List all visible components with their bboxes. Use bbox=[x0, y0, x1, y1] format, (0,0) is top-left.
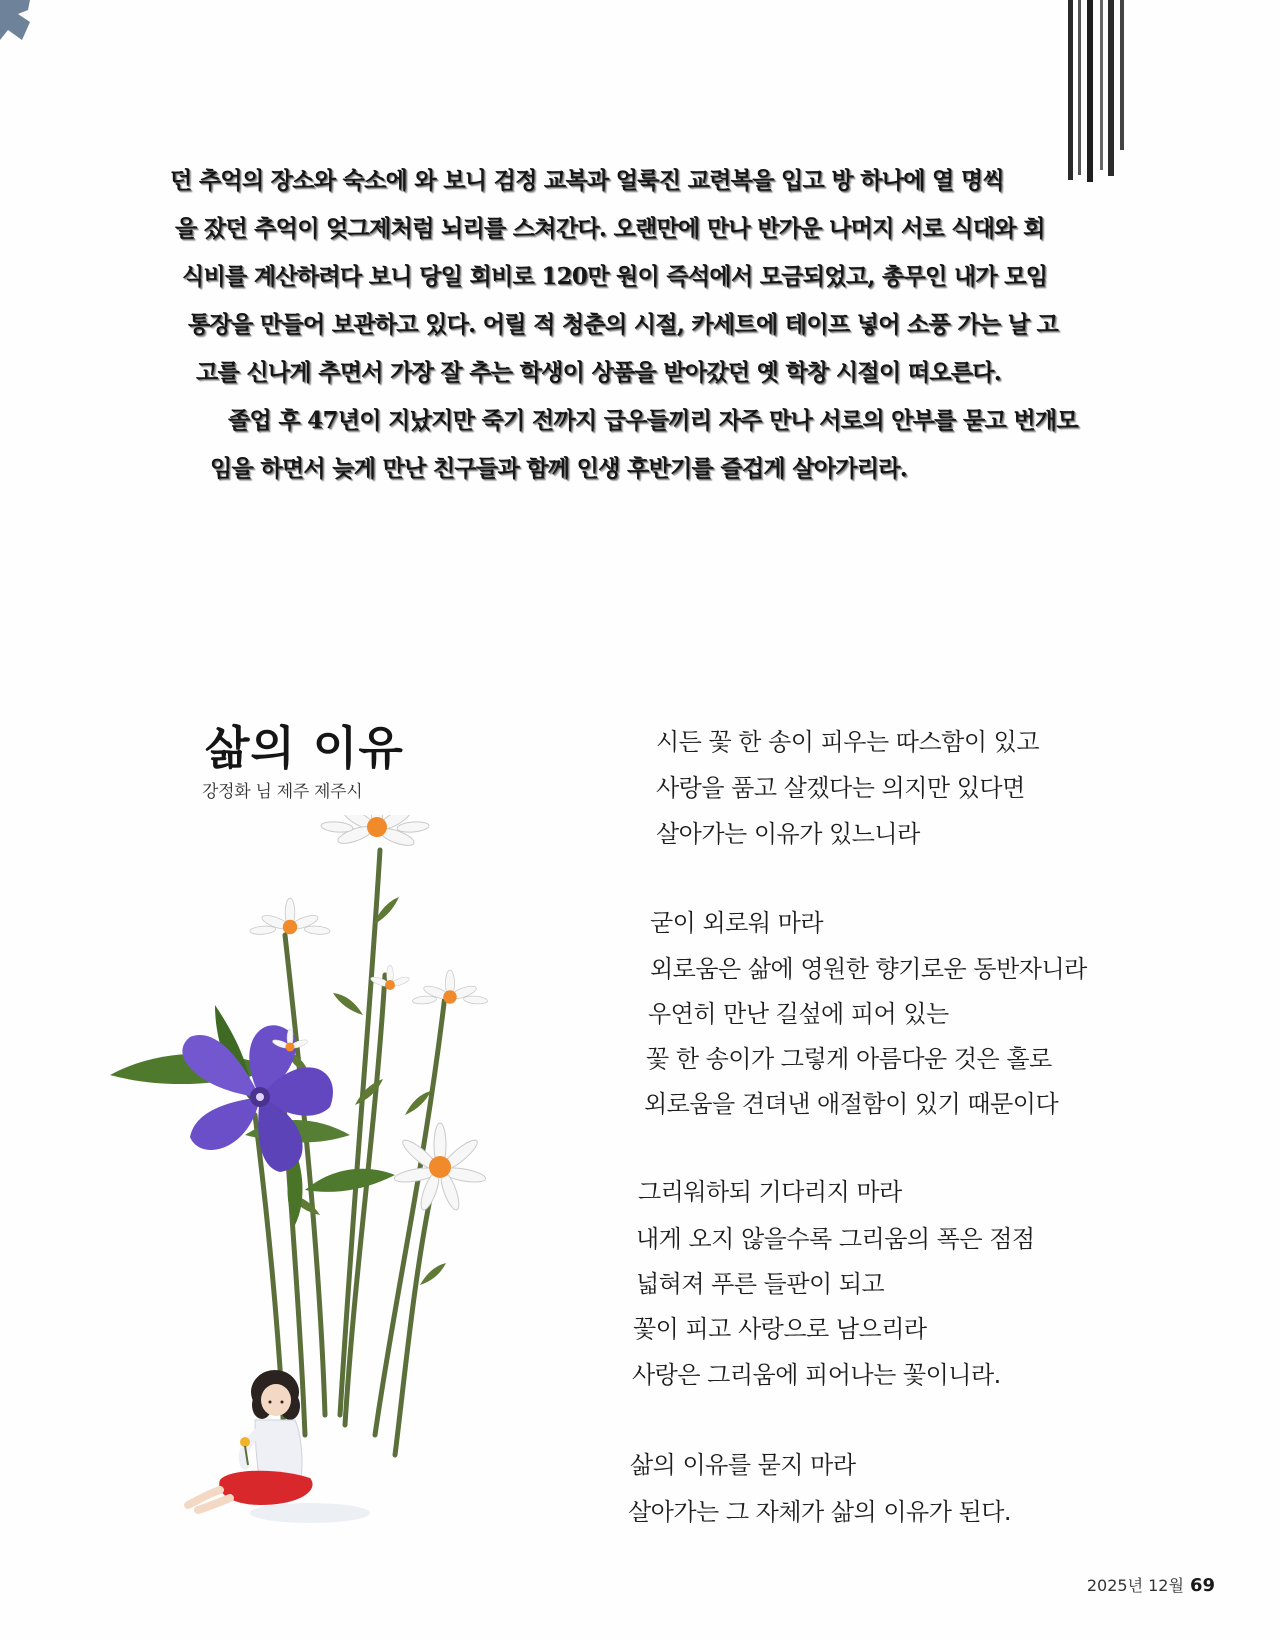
prose-line: 졸업 후 47년이 지났지만 죽기 전까지 급우들끼리 자주 만나 서로의 안부를 묻고 번개모 bbox=[228, 407, 1078, 434]
scan-edge-artifact bbox=[1060, 0, 1140, 190]
poem-line: 사랑을 품고 살겠다는 의지만 있다면 bbox=[656, 774, 1025, 802]
poem-line: 굳이 외로워 마라 bbox=[650, 909, 824, 937]
poem-line: 살아가는 이유가 있느니라 bbox=[656, 820, 920, 848]
poem-line: 꽃이 피고 사랑으로 남으리라 bbox=[633, 1315, 927, 1343]
issue-date: 2025년 12월 bbox=[1086, 1576, 1184, 1595]
prose-line: 임을 하면서 늦게 만난 친구들과 함께 인생 후반기를 즐겁게 살아가리라. bbox=[210, 455, 908, 482]
poem-line: 꽃 한 송이가 그렇게 아름다운 것은 홀로 bbox=[646, 1045, 1052, 1073]
poem-author: 강정화 님 제주 제주시 bbox=[202, 782, 363, 802]
page-number: 69 bbox=[1189, 1575, 1215, 1596]
poem-line: 넓혀져 푸른 들판이 되고 bbox=[636, 1270, 885, 1298]
poem-line: 외로움을 견뎌낸 애절함이 있기 때문이다 bbox=[644, 1090, 1059, 1118]
prose-line: 식비를 계산하려다 보니 당일 회비로 120만 원이 즉석에서 모금되었고, 총무인 내가 모임 bbox=[182, 263, 1048, 290]
poem-line: 사랑은 그리움에 피어나는 꽃이니라. bbox=[632, 1361, 1001, 1389]
scan-corner-artifact bbox=[0, 0, 40, 48]
prose-line: 을 잤던 추억이 엊그제처럼 뇌리를 스쳐간다. 오랜만에 만나 반가운 나머지 서로 식대와 회 bbox=[175, 215, 1045, 242]
poem-title: 삶의 이유 bbox=[205, 721, 404, 775]
poem-line: 시든 꽃 한 송이 피우는 따스함이 있고 bbox=[656, 728, 1040, 756]
poem-line: 삶의 이유를 묻지 마라 bbox=[630, 1451, 856, 1479]
prose-line: 고를 신나게 추면서 가장 잘 추는 학생이 상품을 받아갔던 옛 학창 시절이 떠오른다. bbox=[196, 359, 1002, 386]
page-footer bbox=[1087, 1573, 1215, 1596]
poem-line: 살아가는 그 자체가 삶의 이유가 된다. bbox=[628, 1498, 1012, 1526]
prose-line: 통장을 만들어 보관하고 있다. 어릴 적 청춘의 시절, 카세트에 테이프 넣어 소풍 가는 날 고 bbox=[188, 311, 1059, 338]
poem-line: 그리워하되 기다리지 마라 bbox=[638, 1178, 902, 1206]
prose-line: 던 추억의 장소와 숙소에 와 보니 검정 교복과 얼룩진 교련복을 입고 방 하나에 열 명씩 bbox=[170, 167, 1004, 194]
poem-line: 우연히 만난 길섶에 피어 있는 bbox=[648, 1000, 949, 1028]
poem-line: 외로움은 삶에 영원한 향기로운 동반자니라 bbox=[650, 955, 1087, 983]
flowers-and-girl-illustration bbox=[105, 815, 565, 1525]
poem-line: 내게 오지 않을수록 그리움의 폭은 점점 bbox=[636, 1225, 1035, 1253]
